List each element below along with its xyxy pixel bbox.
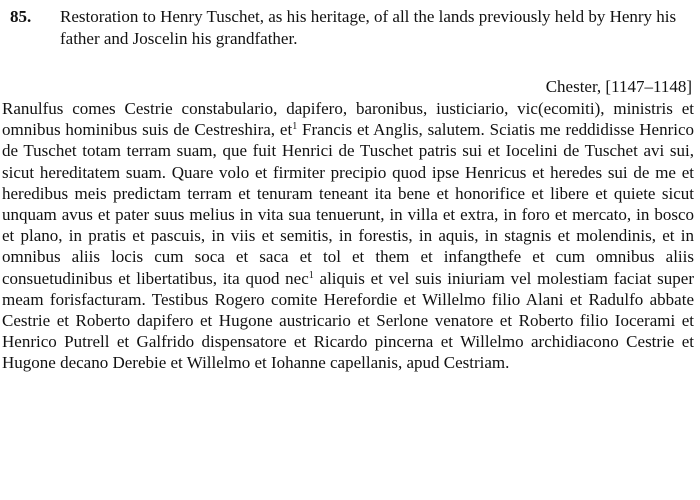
place-date: Chester, [1147–1148] (545, 77, 692, 96)
footnote-marker: 1 (308, 269, 314, 281)
charter-summary: Restoration to Henry Tuschet, as his heritage, of all the lands previously held by Henry his father and Joscelin his grandfather. (60, 7, 677, 48)
charter-text-part-1: Ranulfus comes Cestrie constabulario, dapifero, baronibus, iusticiario, vic(ecomiti), ministris et omnibus hominibus suis de Cestreshira, et (2, 99, 694, 140)
charter-text (2, 98, 694, 374)
charter-heading (10, 6, 694, 50)
charter-text-part-2: Francis et Anglis, salutem. Sciatis me reddidisse Henrico de Tuschet totam terram suam, que fuit Henrici de Tuschet patris sui et Iocelini de Tuschet avi sui, sicut hereditatem suam. Quare volo et firmiter precipio quod ipse Henricus et heredes sui de me et heredibus meis predictam terram et tenuram teneant ita bene et honorifice et libere et quiete sicut unquam avus et pater suus melius in vita sua tenuerunt, in villa et extra, in foro et mercato, in bosco et plano, in pratis et pascuis, in viis et semitis, in forestis, in aquis, in stagnis et molendinis, et in omnibus aliis locis cum soca et saca et tol et them et infangthefe et cum omnibus aliis consuetudinibus et libertatibus, ita quod nec (2, 120, 695, 288)
footnote-marker: 1 (292, 121, 298, 133)
charter-number: 85. (10, 7, 32, 26)
charter-text-part-3: aliquis et vel suis iniuriam vel molestiam faciat super meam forisfacturam. Testibus Rogero comite Herefordie et Willelmo filio Alani et Radulfo abbate Cestrie et Roberto dapifero et Hugone austricario et Serlone venatore et Roberto filio Iocerami et Henrico Putrell et Galfrido dispensatore et Ricardo pincerna et Willelmo archidiacono Cestrie et Hugone decano Derebie et Willelmo et Iohanne capellanis, apud Cestriam. (2, 268, 695, 373)
